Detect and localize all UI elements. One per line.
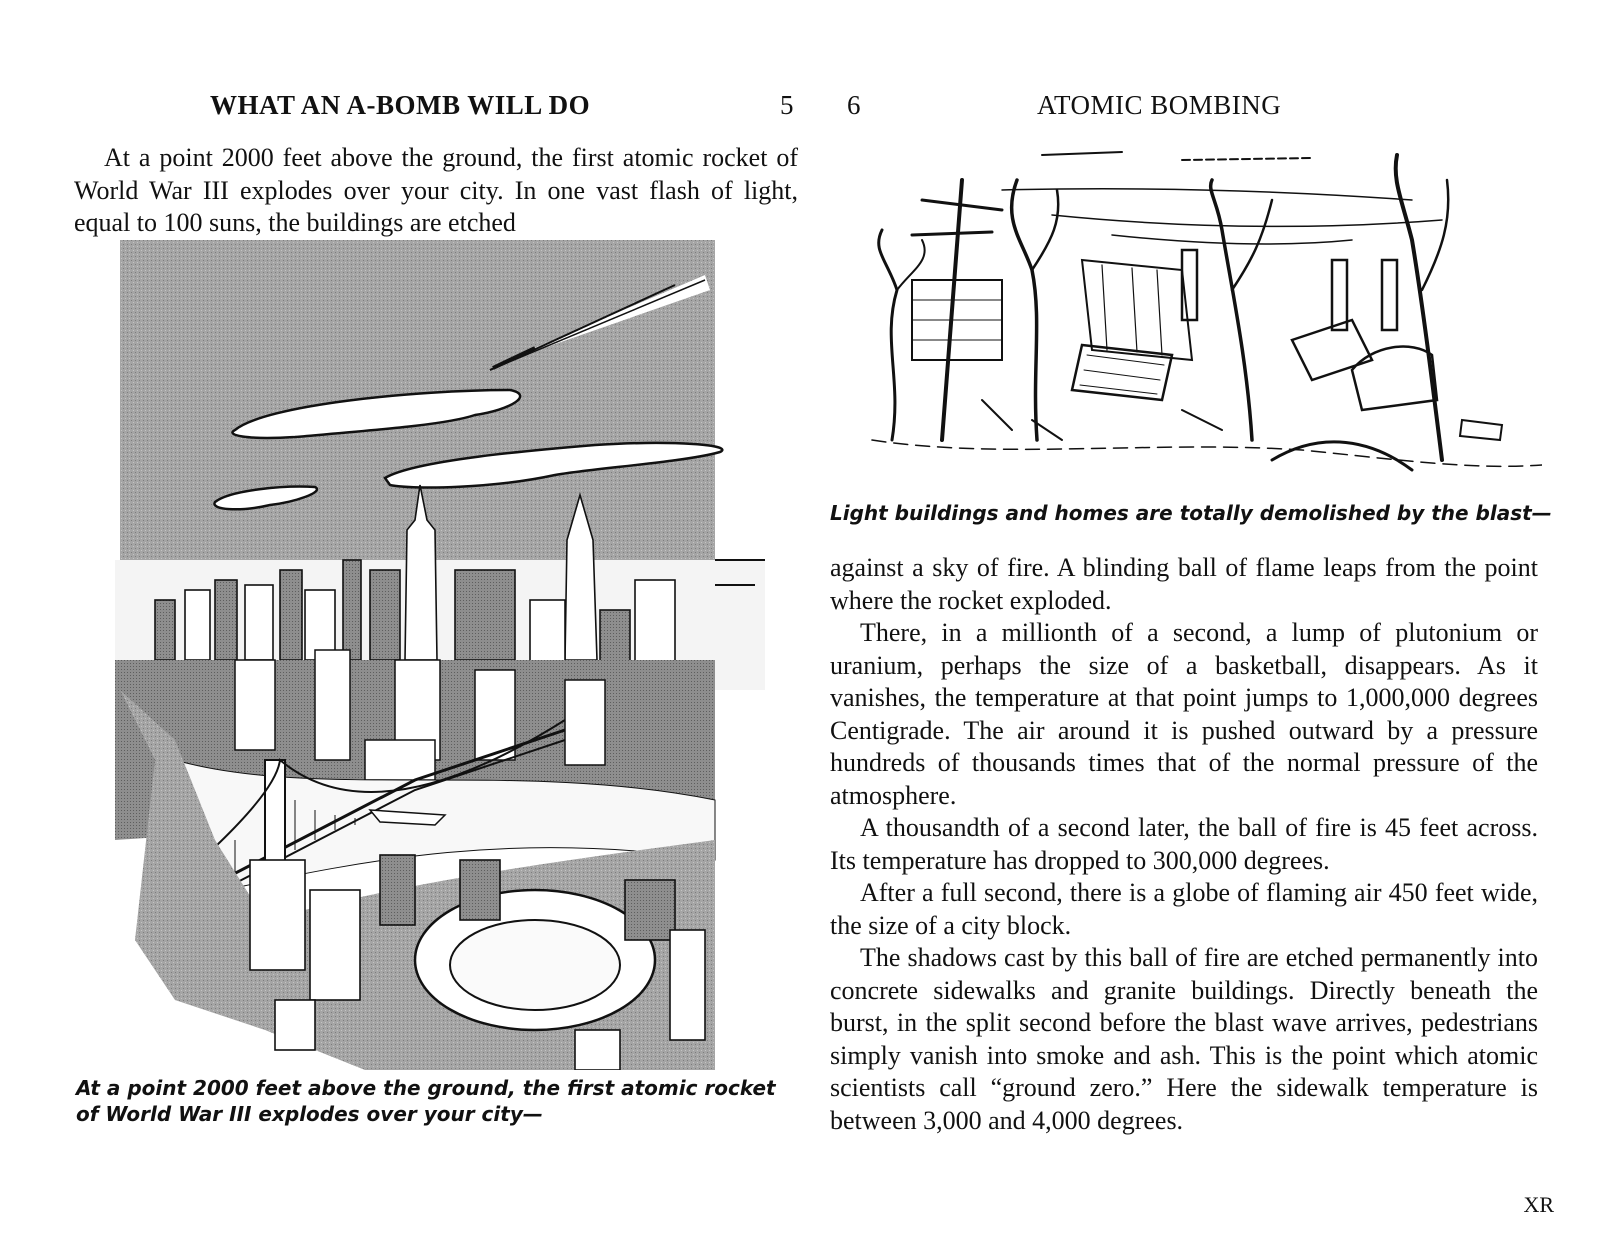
figure-caption: Light buildings and homes are totally demolished by the blast— [830, 501, 1552, 525]
page-number: 5 [780, 90, 794, 120]
paragraph: After a full second, there is a globe of flaming air 450 feet wide, the size of a city block. [830, 878, 1538, 940]
running-head: WHAT AN A-BOMB WILL DO [210, 90, 591, 120]
paragraph: The shadows cast by this ball of fire are etched permanently into concrete sidewalks and granite buildings. Directly beneath the burst, in the split second before the blast wave arrives, pedestrians simply vanish into smoke and ash. This is the point which atomic scientists call “ground zero.” Here the sidewalk temperature is between 3,000 and 4,000 degrees. [830, 943, 1538, 1135]
paragraph: There, in a millionth of a second, a lump of plutonium or uranium, perhaps the size of a basketball, disappears. As it vanishes, the temperature at that point jumps to 1,000,000 degrees Centigrade. The air around it is pushed outward by a pressure hundreds of thousands times that of the normal pressure of the atmosphere. [830, 618, 1538, 810]
running-head: ATOMIC BOMBING [1037, 90, 1282, 120]
page-number: 6 [847, 90, 861, 120]
paragraph: At a point 2000 feet above the ground, the first atomic rocket of World War III explodes over your city. In one vast flash of light, equal to 100 suns, the buildings are etched [74, 143, 798, 237]
body-text [74, 142, 798, 240]
city-skyline-illustration [115, 240, 765, 1070]
demolished-homes-illustration [852, 140, 1542, 490]
figure-caption: At a point 2000 feet above the ground, the first atomic rocket of World War III explodes over your city— [76, 1076, 776, 1126]
paragraph: A thousandth of a second later, the ball of fire is 45 feet across. Its temperature has dropped to 300,000 degrees. [830, 813, 1538, 875]
signature: XR [1523, 1192, 1554, 1217]
body-text [830, 552, 1538, 1137]
paragraph: against a sky of fire. A blinding ball of flame leaps from the point where the rocket exploded. [830, 553, 1538, 615]
